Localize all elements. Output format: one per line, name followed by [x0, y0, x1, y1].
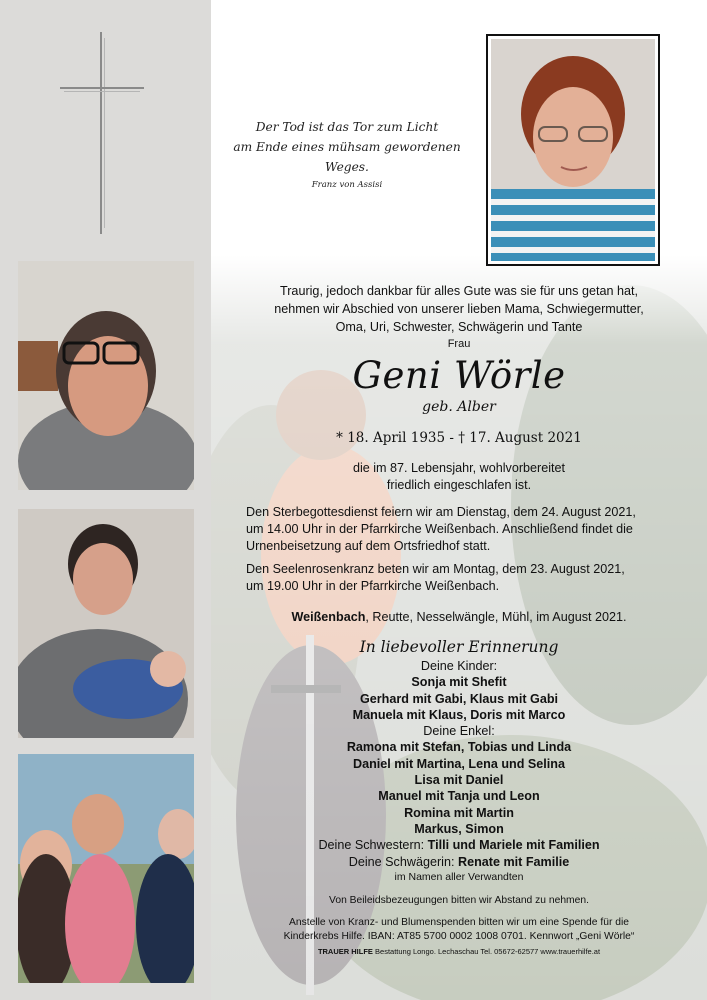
children-label: Deine Kinder: [420, 659, 498, 673]
family-list [211, 658, 707, 884]
donation-line-1: Anstelle von Kranz- und Blumenspenden bitten wir um eine Spende für die [288, 916, 629, 928]
grandchild-entry: Ramona mit Stefan, Tobias und Linda [346, 740, 572, 755]
grandchild-entry: Manuel mit Tanja und Leon [378, 789, 540, 804]
intro-line-3: Oma, Uri, Schwester, Schwägerin und Tante [335, 320, 583, 334]
service-line-3: Urnenbeisetzung auf dem Ortsfriedhof statt. [246, 539, 491, 553]
intro-line-2: nehmen wir Abschied von unserer lieben Mama, Schwiegermutter, [274, 302, 644, 316]
child-entry: Sonja mit Shefit [411, 675, 507, 690]
grandchild-entry: Daniel mit Martina, Lena und Selina [352, 756, 566, 771]
credit-rest: Bestattung Longo. Lechaschau Tel. 05672-62577 www.trauerhilfe.at [372, 946, 601, 956]
siblings-names: Tilli und Mariele mit Familien [427, 838, 600, 853]
grandchild-entry: Romina mit Martin [404, 805, 514, 820]
intro-line-1: Traurig, jedoch dankbar für alles Gute was sie für uns getan hat, [280, 284, 638, 298]
child-entry: Gerhard mit Gabi, Klaus mit Gabi [359, 691, 559, 706]
siblings-line [211, 837, 707, 853]
birth-name: geb. Alber [422, 399, 496, 415]
siblings-label: Deine Schwestern: [318, 838, 428, 853]
family-photo-3 [18, 754, 194, 983]
rosary-line-2: um 19.00 Uhr in der Pfarrkirche Weißenbach. [246, 579, 500, 593]
deceased-name: Geni Wörle [352, 354, 566, 397]
quote-line-1: Der Tod ist das Tor zum Licht [255, 120, 439, 134]
condolence-note: Von Beileidsbezeugungen bitten wir Abstand zu nehmen. [329, 894, 589, 906]
family-photo-1 [18, 261, 194, 490]
grandchildren-label: Deine Enkel: [423, 724, 495, 739]
age-line-2: friedlich eingeschlafen ist. [386, 478, 532, 492]
credit-brand: TRAUER HILFE [317, 946, 373, 956]
undertaker-credit [211, 946, 707, 957]
salutation: Frau [447, 338, 471, 350]
inlaw-names: Renate mit Familie [457, 854, 570, 869]
inlaw-line [211, 854, 707, 870]
quote-author: Franz von Assisi [311, 180, 383, 190]
quote-block [222, 117, 472, 193]
family-photo-2 [18, 509, 194, 738]
age-line-1: die im 87. Lebensjahr, wohlvorbereitet [352, 461, 566, 475]
service-line-1: Den Sterbegottesdienst feiern wir am Dienstag, dem 24. August 2021, [246, 505, 636, 519]
donation-line-2: Kinderkrebs Hilfe. IBAN: AT85 5700 0002 1008 0701. Kennwort „Geni Wörle“ [283, 930, 635, 942]
inlaw-label: Deine Schwägerin: [348, 854, 458, 869]
relatives-line: im Namen aller Verwandten [394, 870, 524, 883]
portrait-photo [486, 34, 660, 266]
child-entry: Manuela mit Klaus, Doris mit Marco [352, 707, 566, 722]
memory-heading: In liebevoller Erinnerung [359, 638, 559, 656]
place-bold: Weißenbach [291, 610, 366, 624]
grandchild-entry: Lisa mit Daniel [414, 773, 504, 788]
place-rest: , Reutte, Nesselwängle, Mühl, im August 2021. [365, 610, 627, 624]
rosary-line-1: Den Seelenrosenkranz beten wir am Montag, dem 23. August 2021, [246, 562, 625, 576]
cross-icon [60, 32, 144, 234]
grandchild-entry: Markus, Simon [414, 821, 504, 836]
quote-line-2: am Ende eines mühsam gewordenen Weges. [233, 140, 461, 174]
life-dates: * 18. April 1935 - † 17. August 2021 [336, 430, 582, 446]
obituary-text [211, 282, 707, 957]
service-line-2: um 14.00 Uhr in der Pfarrkirche Weißenbach. Anschließend findet die [246, 522, 633, 536]
place-and-date [211, 609, 707, 626]
